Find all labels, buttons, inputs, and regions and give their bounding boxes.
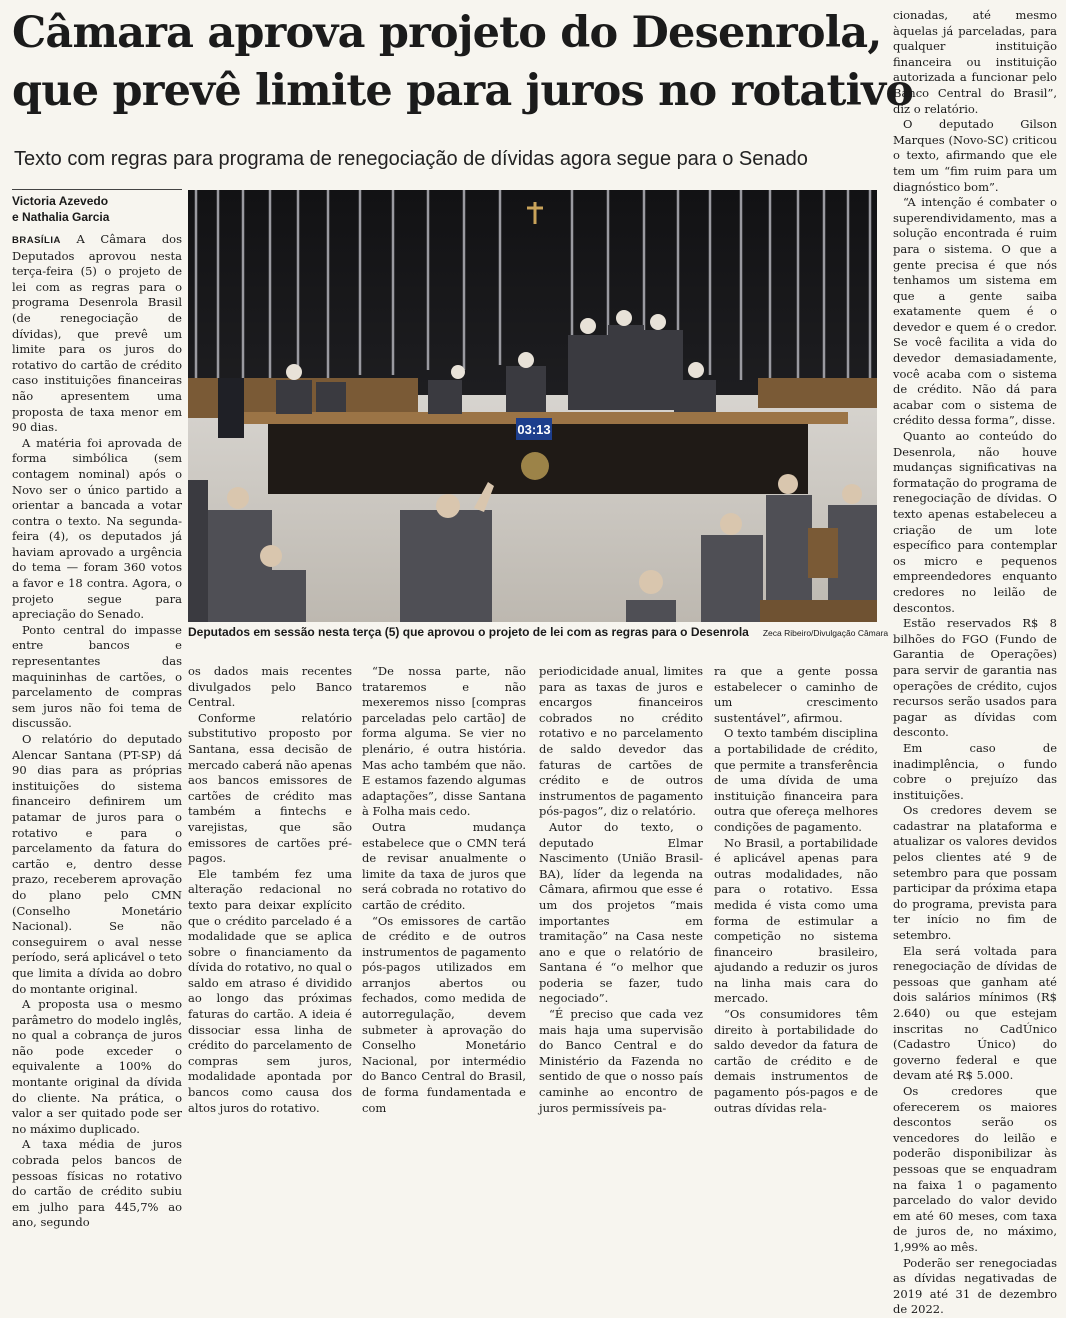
paragraph: O deputado Gilson Marques (Novo-SC) criticou o texto, afirmando que ele tem um “fim ruim para um diagnóstico bom”. <box>893 117 1057 194</box>
paragraph: ra que a gente possa estabelecer o caminho de um crescimento sustentável”, afirmou. <box>714 664 878 725</box>
article-column-3 <box>362 664 526 1115</box>
paragraph: A matéria foi aprovada de forma simbólica (sem contagem nominal) após o Novo ser o único partido a orientar a bancada a votar contra o texto. Na segunda-feira (4), os deputados já haviam aprovado a urgência do tema — foram 360 votos a favor e 18 contra. Agora, o projeto segue para apreciação do Senado. <box>12 435 182 622</box>
paragraph: Outra mudança estabelece que o CMN terá de revisar anualmente o limite da taxa de juros que será cobrada no rotativo do cartão de crédito. <box>362 819 526 912</box>
paragraph: A proposta usa o mesmo parâmetro do modelo inglês, no qual a cobrança de juros não pode exceder o equivalente a 100% do montante original da dívida do cliente. Na prática, o valor a ser quitado pode ser no máximo duplicado. <box>12 997 182 1136</box>
headline-line-2: que prevê limite para juros no rotativo <box>12 66 914 116</box>
article-column-1 <box>12 232 182 1230</box>
paragraph: Ponto central do impasse entre bancos e representantes das maquininhas de cartões, o parcelamento de compras sem juros não foi tema de discussão. <box>12 622 182 731</box>
paragraph: cionadas, até mesmo àquelas já parceladas, para qualquer instituição financeira ou instituição autorizada a funcionar pelo Banco Central do Brasil”, diz o relatório. <box>893 8 1057 116</box>
photo-credit: Zeca Ribeiro/Divulgação Câmara <box>762 628 889 638</box>
paragraph: Conforme relatório substitutivo proposto por Santana, essa decisão de mercado caberá não apenas aos bancos emissores de cartões de crédito mas também a fintechs e varejistas, que são emissores de cartões pré-pagos. <box>188 710 352 866</box>
paragraph: Ele também fez uma alteração redacional no texto para deixar explícito que o crédito parcelado é a modalidade que se aplica sobre o financiamento da dívida do rotativo, no qual o saldo em atraso é dividido ao longo das próximas faturas do cartão. A ideia é dissociar essa linha de crédito do parcelamento de compras sem juros, modalidade apontada por bancos como causa dos altos juros do rotativo. <box>188 866 352 1115</box>
paragraph: No Brasil, a portabilidade é aplicável apenas para outras modalidades, não para o rotativo. Essa medida é vista como uma forma de estimular a competição no sistema financeiro brasileiro, ajudando a reduzir os juros na linha mais cara do mercado. <box>714 835 878 1006</box>
session-timer: 03:13 <box>517 422 551 437</box>
paragraph: “É preciso que cada vez mais haja uma supervisão do Banco Central e do Ministério da Fazenda no sentido de que o nosso país caminhe ao encontro de juros permissíveis pa- <box>539 1007 703 1115</box>
paragraph: Quanto ao conteúdo do Desenrola, não houve mudanças significativas na formatação do programa de renegociação de dívidas. O texto apenas estabeleceu a criação de um lote específico para contemplar os micro e pequenos empreendedores enquanto credores no leilão de descontos. <box>893 429 1057 615</box>
article-column-5 <box>714 664 878 1115</box>
paragraph: Em caso de inadimplência, o fundo cobre o prejuízo das instituições. <box>893 740 1057 802</box>
paragraph: periodicidade anual, limites para as taxas de juros e encargos financeiros cobrados no crédito rotativo e no parcelamento de saldo devedor das faturas de cartões de crédito e de outros instrumentos de pagamento pós-pagos”, diz o relatório. <box>539 664 703 819</box>
caption-text: Deputados em sessão nesta terça (5) que aprovou o projeto de lei com as regras para o Desenrola <box>188 625 749 639</box>
paragraph: Autor do texto, o deputado Elmar Nascimento (União Brasil-BA), líder da legenda na Câmara, afirmou que esse é um dos projetos “mais importantes em tramitação” na Casa neste ano e que o relatório de Santana é “o melhor que poderia se fazer, tudo negociado”. <box>539 819 703 1006</box>
article-column-6 <box>893 8 1057 1317</box>
paragraph: Ela será voltada para renegociação de dívidas de pessoas que ganham até dois salários mínimos (R$ 2.640) ou que estejam inscritas no CadÚnico (Cadastro Único) do governo federal e que devam até R$ 5.000. <box>893 943 1057 1083</box>
paragraph: Os credores que oferecerem os maiores descontos serão os vencedores do leilão e poderão disponibilizar às pessoas que se enquadram na faixa 1 o pagamento parcelado do valor devido em até 60 meses, com taxa de juros de, no máximo, 1,99% ao mês. <box>893 1083 1057 1254</box>
paragraph: A taxa média de juros cobrada pelos bancos de pessoas físicas no rotativo do cartão de crédito subiu em julho para 445,7% ao ano, segundo <box>12 1137 182 1230</box>
paragraph: os dados mais recentes divulgados pelo Banco Central. <box>188 664 352 710</box>
paragraph: “A intenção é combater o superendividamento, mas a solução encontrada é ruim para o sistema. O que a gente precisa é que nós tenhamos um sistema em que a gente saiba exatamente quem é o devedor e quem é o credor. Se você facilita a vida do devedor demasiadamente, você acaba com o sistema de crédito. Não dá para acabar com o sistema de crédito dessa forma”, disse. <box>893 195 1057 428</box>
byline <box>12 189 182 225</box>
paragraph: Os credores devem se cadastrar na plataforma e atualizar os valores devidos pelos clientes até 9 de setembro para que possam participar da próxima etapa do programa, prevista para ter início no fim de setembro. <box>893 803 1057 943</box>
photo-image <box>188 190 877 622</box>
photo-caption <box>188 624 889 641</box>
headline <box>12 4 914 120</box>
paragraph: “Os emissores de cartão de crédito e de outros instrumentos de pagamento pós-pagos utilizados em arranjos abertos ou fechados, como medida de autorregulação, devem submeter à aprovação do Conselho Monetário Nacional, por intermédio do Banco Central do Brasil, de forma fundamentada e com <box>362 913 526 1115</box>
plenary-photo <box>188 190 877 622</box>
article-column-4 <box>539 664 703 1115</box>
author-1: Victoria Azevedo <box>12 194 109 208</box>
paragraph <box>12 232 182 436</box>
paragraph: “Os consumidores têm direito à portabilidade do saldo devedor da fatura de cartão de crédito e de demais instrumentos de pagamento pós-pagos e de outras dívidas rela- <box>714 1007 878 1115</box>
paragraph: Estão reservados R$ 8 bilhões do FGO (Fundo de Garantia de Operações) para servir de garantia nas operações de crédito, cujos recursos serão usados para pagar as dívidas com desconto. <box>893 616 1057 740</box>
subheadline: Texto com regras para programa de renegociação de dívidas agora segue para o Senado <box>14 148 808 170</box>
dateline: BRASÍLIA <box>12 235 61 246</box>
paragraph: “De nossa parte, não trataremos e não mexeremos nisso [compras parceladas pelo cartão] de forma alguma. Se vier no plenário, é outra história. Mas acho também que não. E estamos fazendo algumas adaptações”, disse Santana à Folha mais cedo. <box>362 664 526 819</box>
paragraph: Poderão ser renegociadas as dívidas negativadas de 2019 até 31 de dezembro de 2022. <box>893 1255 1057 1317</box>
paragraph: O texto também disciplina a portabilidade de crédito, que permite a transferência de uma dívida de uma instituição financeira para outra que ofereça melhores condições de pagamento. <box>714 726 878 834</box>
paragraph-text: A Câmara dos Deputados aprovou nesta terça-feira (5) o projeto de lei com as regras para o programa Desenrola Brasil (de renegociação de dívidas), que prevê um limite para os juros do rotativo do cartão de crédito caso instituições financeiras não apresentem uma proposta de taxa menor em 90 dias. <box>12 232 182 435</box>
article-column-2 <box>188 664 352 1115</box>
headline-line-1: Câmara aprova projeto do Desenrola, <box>12 8 882 58</box>
paragraph: O relatório do deputado Alencar Santana (PT-SP) dá 90 dias para as próprias instituições do sistema financeiro definirem um patamar de juros para o rotativo e para o parcelamento da fatura do cartão e, dentro desse prazo, receberem aprovação do plano pelo CMN (Conselho Monetário Nacional). Se não conseguirem o aval nesse período, será aplicável o teto que limita a dívida ao dobro do montante original. <box>12 732 182 996</box>
author-2: e Nathalia Garcia <box>12 210 110 224</box>
